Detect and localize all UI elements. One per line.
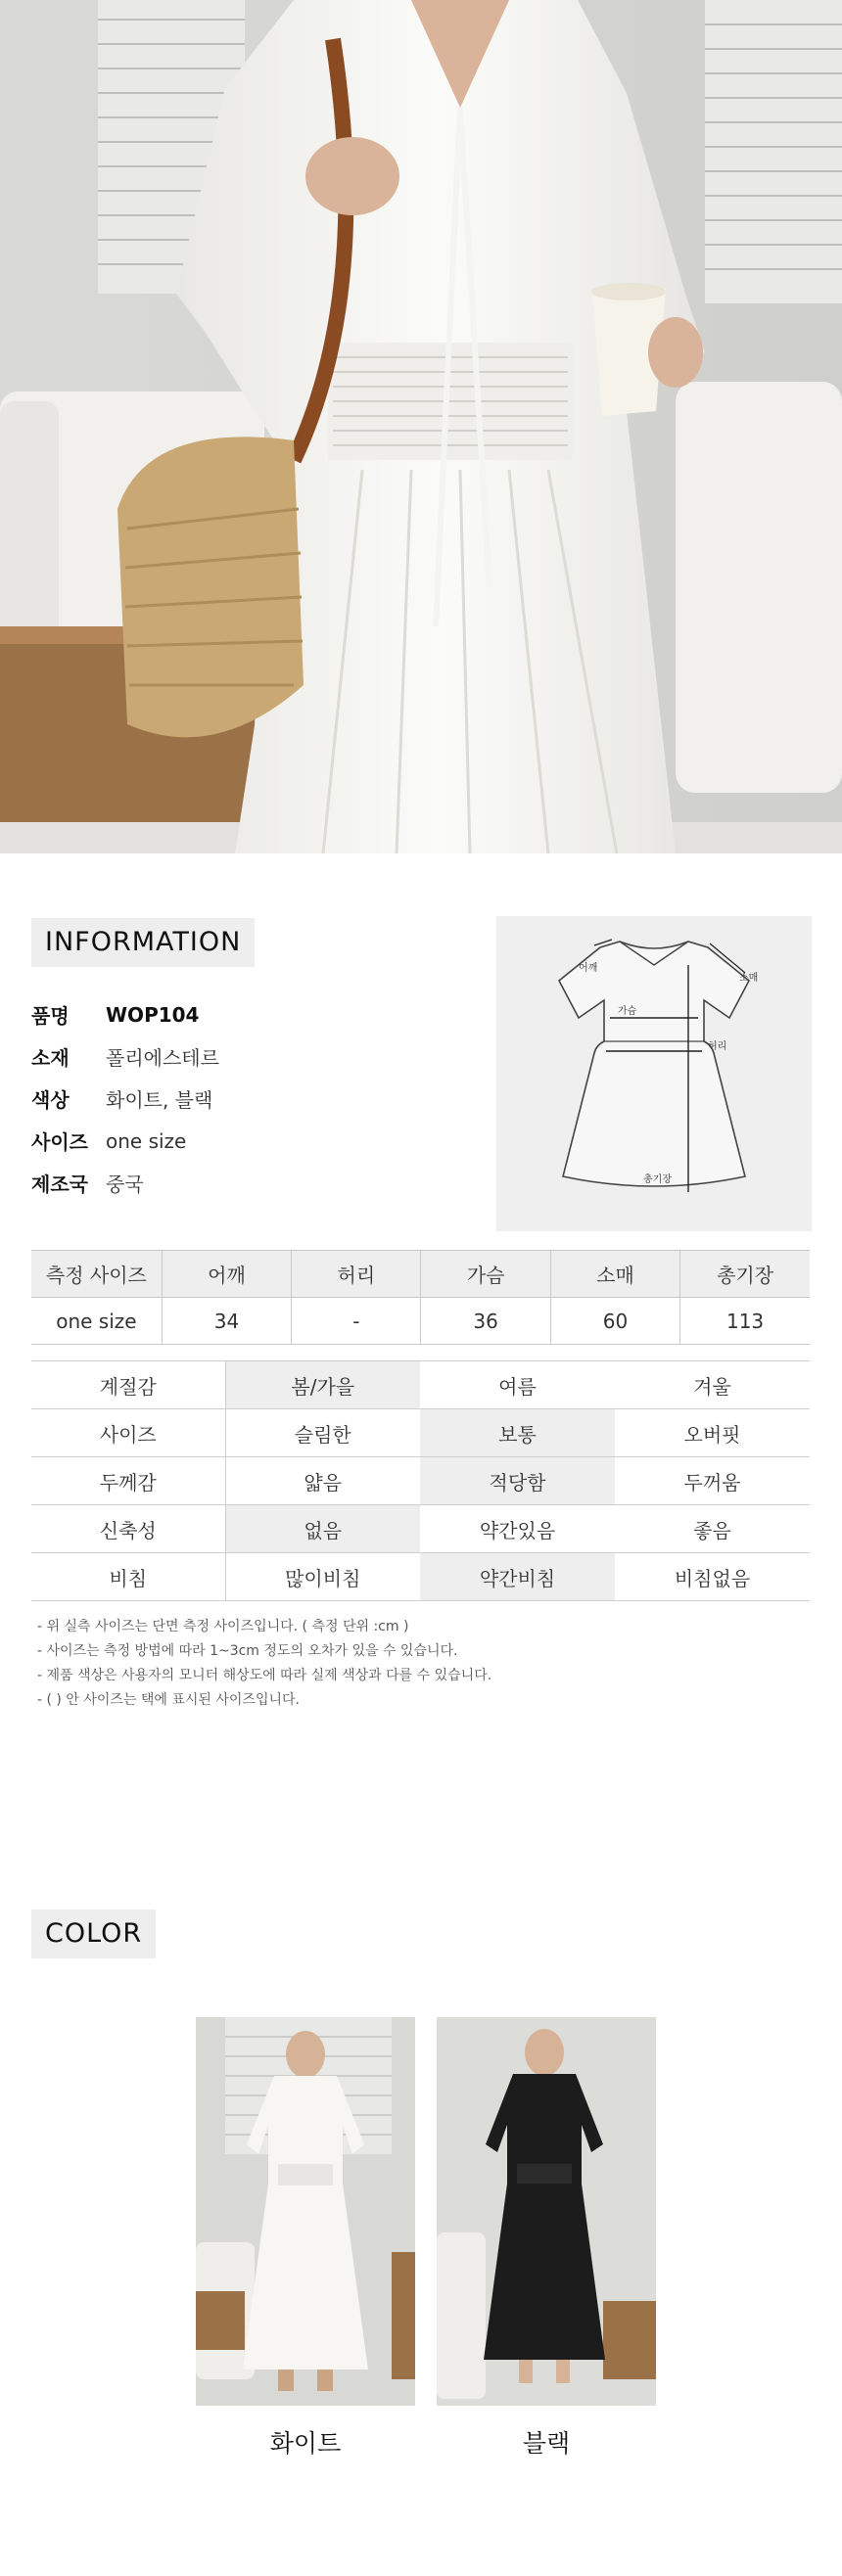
spec-value: one size bbox=[106, 1128, 187, 1153]
size-header-cell: 총기장 bbox=[680, 1251, 810, 1298]
note-line: - 제품 색상은 사용자의 모니터 해상도에 따라 실제 색상과 다를 수 있습니다. bbox=[37, 1668, 492, 1683]
spec-list bbox=[31, 993, 219, 1204]
spec-value: 중국 bbox=[106, 1173, 144, 1196]
attribute-option: 두꺼움 bbox=[615, 1457, 810, 1505]
spec-value: 폴리에스테르 bbox=[106, 1046, 219, 1070]
color-heading: COLOR bbox=[31, 1909, 156, 1958]
dress-outline bbox=[559, 942, 749, 1186]
color-label-white: 화이트 bbox=[269, 2429, 342, 2458]
note-line: - 위 실측 사이즈는 단면 측정 사이즈입니다. ( 측정 단위 :cm ) bbox=[37, 1619, 409, 1634]
attribute-row-season bbox=[31, 1361, 810, 1409]
attribute-option: 약간비침 bbox=[420, 1553, 615, 1601]
spec-key: 소재 bbox=[31, 1046, 70, 1070]
attribute-option: 보통 bbox=[420, 1409, 615, 1457]
chest-label: 가슴 bbox=[618, 1006, 637, 1017]
size-cell: 60 bbox=[550, 1298, 679, 1345]
spec-value: WOP104 bbox=[106, 1002, 200, 1027]
attribute-option: 비침없음 bbox=[615, 1553, 810, 1601]
size-header-cell: 측정 사이즈 bbox=[31, 1251, 162, 1298]
sleeve-label: 소매 bbox=[739, 973, 759, 984]
size-cell: - bbox=[292, 1298, 421, 1345]
spec-value: 화이트, 블랙 bbox=[106, 1088, 213, 1112]
color-swatch-black-photo[interactable] bbox=[437, 2017, 656, 2406]
spec-row bbox=[31, 1035, 219, 1078]
attribute-option: 좋음 bbox=[615, 1505, 810, 1553]
spec-key: 사이즈 bbox=[31, 1130, 88, 1154]
fabric-attribute-table bbox=[31, 1360, 810, 1601]
attribute-label: 두께감 bbox=[31, 1457, 225, 1505]
color-swatch-white-photo[interactable] bbox=[196, 2017, 415, 2406]
attribute-option: 약간있음 bbox=[420, 1505, 615, 1553]
size-header-cell: 허리 bbox=[292, 1251, 421, 1298]
size-table-row bbox=[31, 1298, 810, 1345]
attribute-label: 비침 bbox=[31, 1553, 225, 1601]
spec-row bbox=[31, 993, 219, 1035]
attribute-option: 슬림한 bbox=[225, 1409, 420, 1457]
attribute-label: 계절감 bbox=[31, 1361, 225, 1409]
attribute-option: 적당함 bbox=[420, 1457, 615, 1505]
spec-key: 제조국 bbox=[31, 1173, 88, 1196]
size-cell: 113 bbox=[680, 1298, 810, 1345]
size-header-cell: 어깨 bbox=[162, 1251, 291, 1298]
attribute-option: 많이비침 bbox=[225, 1553, 420, 1601]
size-table-header bbox=[31, 1251, 810, 1298]
attribute-option: 겨울 bbox=[615, 1361, 810, 1409]
note-line: - ( ) 안 사이즈는 택에 표시된 사이즈입니다. bbox=[37, 1692, 300, 1708]
attribute-option: 오버핏 bbox=[615, 1409, 810, 1457]
shoulder-label: 어깨 bbox=[579, 963, 598, 974]
spec-row bbox=[31, 1162, 219, 1204]
size-header-cell: 소매 bbox=[550, 1251, 679, 1298]
attribute-option: 여름 bbox=[420, 1361, 615, 1409]
length-label: 총기장 bbox=[643, 1174, 672, 1185]
color-label-black: 블랙 bbox=[522, 2429, 571, 2458]
spec-key: 품명 bbox=[31, 1004, 70, 1028]
size-cell: 34 bbox=[162, 1298, 291, 1345]
attribute-option: 없음 bbox=[225, 1505, 420, 1553]
attribute-row-stretch bbox=[31, 1505, 810, 1553]
attribute-label: 신축성 bbox=[31, 1505, 225, 1553]
waist-label: 허리 bbox=[708, 1041, 727, 1052]
attribute-label: 사이즈 bbox=[31, 1409, 225, 1457]
product-hero-photo bbox=[0, 0, 842, 853]
attribute-row-sheerness bbox=[31, 1553, 810, 1601]
size-table bbox=[31, 1250, 810, 1345]
spec-key: 색상 bbox=[31, 1088, 70, 1112]
attribute-option: 얇음 bbox=[225, 1457, 420, 1505]
information-heading: INFORMATION bbox=[31, 918, 255, 967]
spec-row bbox=[31, 1120, 219, 1162]
size-cell: 36 bbox=[421, 1298, 550, 1345]
attribute-option: 봄/가을 bbox=[225, 1361, 420, 1409]
size-cell: one size bbox=[31, 1298, 162, 1345]
size-header-cell: 가슴 bbox=[421, 1251, 550, 1298]
attribute-row-fit bbox=[31, 1409, 810, 1457]
attribute-row-thickness bbox=[31, 1457, 810, 1505]
size-notes bbox=[37, 1615, 491, 1713]
measurement-diagram bbox=[496, 916, 812, 1231]
note-line: - 사이즈는 측정 방법에 따라 1~3cm 정도의 오차가 있을 수 있습니다. bbox=[37, 1643, 458, 1659]
spec-row bbox=[31, 1078, 219, 1120]
